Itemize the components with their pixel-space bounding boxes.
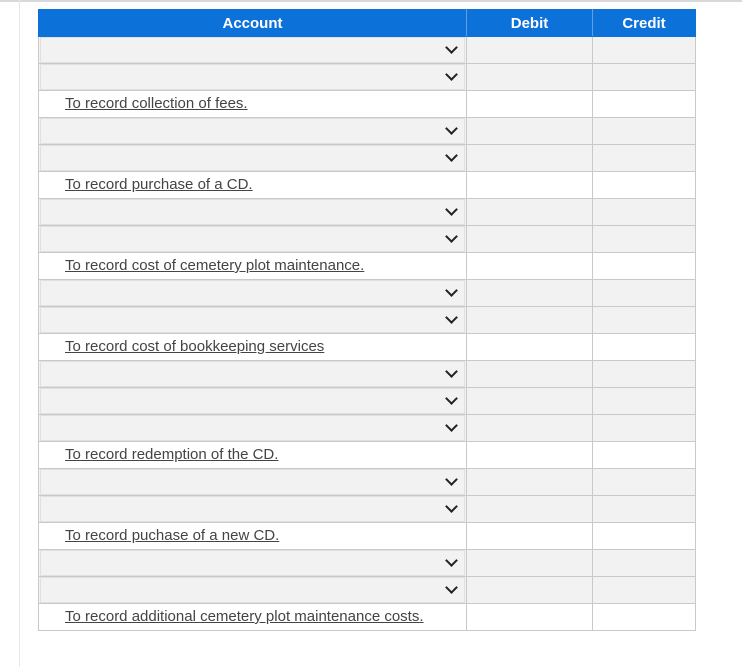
debit-input[interactable] [467,226,592,252]
account-select[interactable] [40,226,465,252]
chevron-down-icon [445,284,458,297]
memo-row [39,172,696,199]
entry-row [39,307,696,334]
memo-text[interactable]: To record cost of bookkeeping services [65,338,325,355]
credit-cell [593,550,696,577]
memo-credit-cell [593,91,696,118]
account-select[interactable] [40,496,465,522]
entry-row [39,280,696,307]
chevron-down-icon [445,230,458,243]
debit-cell [467,199,593,226]
memo-cell [39,604,467,631]
account-cell [39,118,467,145]
entry-row [39,550,696,577]
entry-row [39,226,696,253]
memo-debit-cell [467,604,593,631]
chevron-down-icon [445,203,458,216]
debit-cell [467,145,593,172]
account-cell [39,577,467,604]
credit-cell [593,145,696,172]
entry-row [39,496,696,523]
memo-debit-cell [467,172,593,199]
memo-debit-cell [467,91,593,118]
entry-row [39,361,696,388]
debit-input[interactable] [467,37,592,63]
chevron-down-icon [445,149,458,162]
memo-credit-cell [593,523,696,550]
credit-input[interactable] [593,361,695,387]
memo-debit-cell [467,253,593,280]
memo-cell [39,91,467,118]
credit-input[interactable] [593,307,695,333]
debit-input[interactable] [467,199,592,225]
left-divider [19,0,20,667]
entry-row [39,64,696,91]
memo-row [39,523,696,550]
credit-input[interactable] [593,226,695,252]
credit-cell [593,280,696,307]
account-select[interactable] [40,145,465,171]
account-select[interactable] [40,307,465,333]
account-select[interactable] [40,361,465,387]
credit-cell [593,226,696,253]
debit-input[interactable] [467,469,592,495]
entry-row [39,415,696,442]
debit-input[interactable] [467,496,592,522]
account-cell [39,280,467,307]
credit-input[interactable] [593,280,695,306]
credit-cell [593,307,696,334]
debit-input[interactable] [467,361,592,387]
entry-row [39,37,696,64]
credit-input[interactable] [593,388,695,414]
credit-input[interactable] [593,37,695,63]
credit-input[interactable] [593,199,695,225]
memo-text[interactable]: To record collection of fees. [65,95,248,112]
memo-cell [39,253,467,280]
chevron-down-icon [445,419,458,432]
memo-credit-cell [593,442,696,469]
credit-cell [593,37,696,64]
journal-entry-table [38,9,696,631]
credit-cell [593,64,696,91]
entry-row [39,145,696,172]
chevron-down-icon [445,365,458,378]
account-select[interactable] [40,415,465,441]
debit-input[interactable] [467,388,592,414]
debit-cell [467,496,593,523]
credit-cell [593,577,696,604]
account-cell [39,145,467,172]
debit-cell [467,37,593,64]
account-select[interactable] [40,199,465,225]
debit-cell [467,388,593,415]
memo-text[interactable]: To record puchase of a new CD. [65,527,280,544]
credit-input[interactable] [593,496,695,522]
memo-text[interactable]: To record purchase of a CD. [65,176,253,193]
debit-cell [467,64,593,91]
chevron-down-icon [445,581,458,594]
memo-cell [39,172,467,199]
entry-row [39,199,696,226]
account-cell [39,64,467,91]
credit-cell [593,361,696,388]
credit-column-header: Credit [593,10,696,37]
account-select[interactable] [40,280,465,306]
credit-cell [593,199,696,226]
account-cell [39,415,467,442]
credit-input[interactable] [593,118,695,144]
account-cell [39,361,467,388]
entry-row [39,118,696,145]
entry-row [39,577,696,604]
debit-cell [467,361,593,388]
journal-body [39,37,696,631]
memo-debit-cell [467,523,593,550]
debit-input[interactable] [467,307,592,333]
header-row [39,10,696,37]
debit-input[interactable] [467,550,592,576]
chevron-down-icon [445,500,458,513]
chevron-down-icon [445,554,458,567]
account-column-header: Account [39,10,467,37]
credit-input[interactable] [593,64,695,90]
chevron-down-icon [445,122,458,135]
debit-cell [467,469,593,496]
account-select[interactable] [40,469,465,495]
chevron-down-icon [445,41,458,54]
credit-cell [593,388,696,415]
chevron-down-icon [445,68,458,81]
debit-cell [467,280,593,307]
credit-input[interactable] [593,145,695,171]
debit-input[interactable] [467,577,592,603]
top-divider [0,0,742,2]
memo-row [39,334,696,361]
memo-text[interactable]: To record cost of cemetery plot maintenance. [65,257,365,274]
debit-cell [467,226,593,253]
account-select[interactable] [40,64,465,90]
chevron-down-icon [445,311,458,324]
credit-cell [593,469,696,496]
entry-row [39,469,696,496]
memo-text[interactable]: To record redemption of the CD. [65,446,279,463]
credit-input[interactable] [593,415,695,441]
memo-cell [39,334,467,361]
debit-cell [467,550,593,577]
account-cell [39,388,467,415]
account-select[interactable] [40,577,465,603]
account-cell [39,199,467,226]
debit-input[interactable] [467,415,592,441]
account-cell [39,226,467,253]
debit-cell [467,577,593,604]
account-cell [39,469,467,496]
memo-row [39,91,696,118]
account-cell [39,550,467,577]
account-select[interactable] [40,37,465,63]
chevron-down-icon [445,392,458,405]
debit-input[interactable] [467,64,592,90]
account-cell [39,496,467,523]
memo-row [39,253,696,280]
chevron-down-icon [445,473,458,486]
credit-cell [593,118,696,145]
memo-credit-cell [593,172,696,199]
debit-cell [467,118,593,145]
memo-debit-cell [467,442,593,469]
entry-row [39,388,696,415]
account-select[interactable] [40,550,465,576]
debit-input[interactable] [467,145,592,171]
debit-column-header: Debit [467,10,593,37]
credit-cell [593,415,696,442]
credit-input[interactable] [593,550,695,576]
credit-input[interactable] [593,469,695,495]
memo-text[interactable]: To record additional cemetery plot maintenance costs. [65,608,424,625]
debit-input[interactable] [467,118,592,144]
debit-cell [467,307,593,334]
memo-credit-cell [593,253,696,280]
memo-cell [39,523,467,550]
credit-input[interactable] [593,577,695,603]
credit-cell [593,496,696,523]
memo-debit-cell [467,334,593,361]
debit-input[interactable] [467,280,592,306]
memo-credit-cell [593,334,696,361]
account-select[interactable] [40,118,465,144]
memo-cell [39,442,467,469]
account-select[interactable] [40,388,465,414]
memo-credit-cell [593,604,696,631]
memo-row [39,604,696,631]
memo-row [39,442,696,469]
account-cell [39,307,467,334]
debit-cell [467,415,593,442]
account-cell [39,37,467,64]
